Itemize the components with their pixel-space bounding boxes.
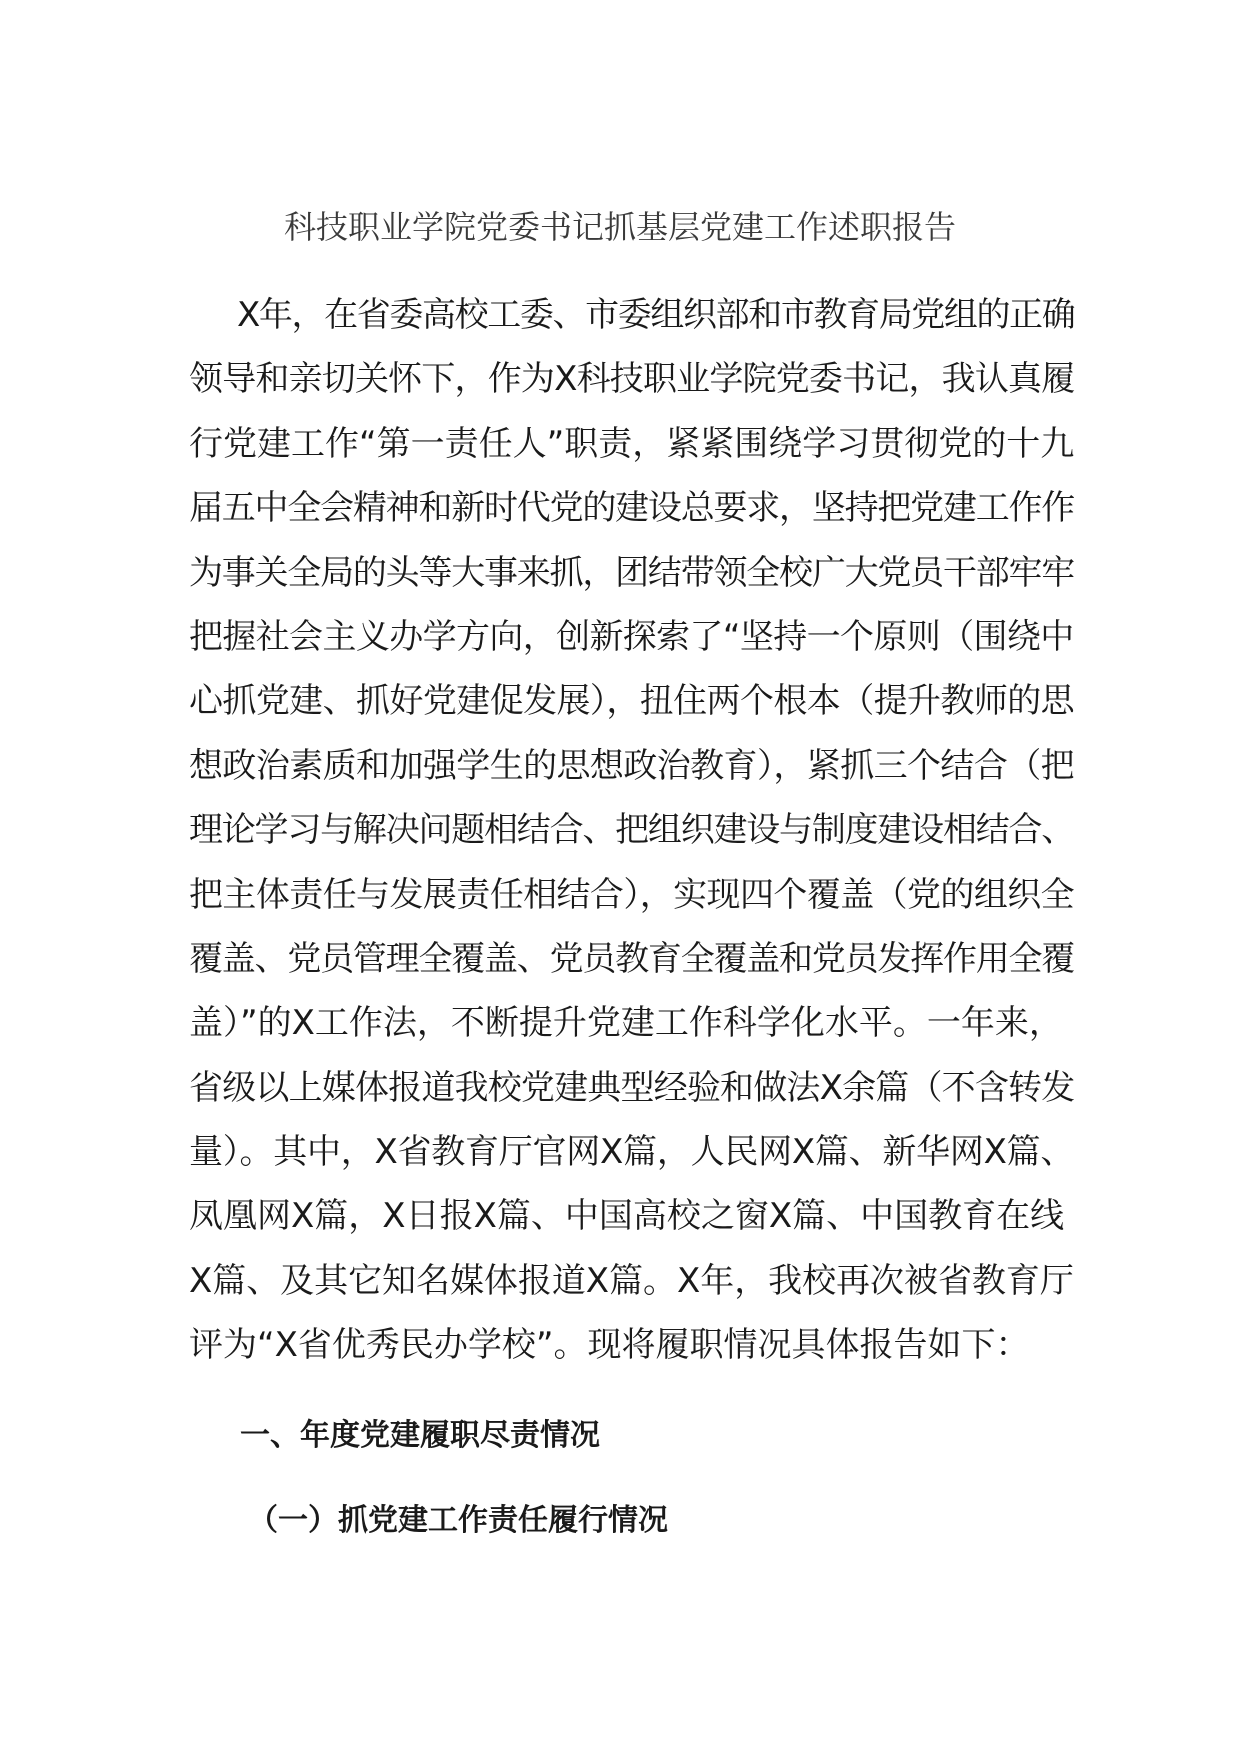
paragraph-line: 行党建工作“第一责任人”职责，紧紧围绕学习贯彻党的十九	[189, 423, 1075, 464]
intro-paragraph	[189, 283, 1074, 1378]
subsection-heading: （一）抓党建工作责任履行情况	[248, 1503, 668, 1538]
paragraph-line: 覆盖、党员管理全覆盖、党员教育全覆盖和党员发挥作用全覆	[189, 938, 1075, 979]
paragraph-line: 领导和亲切关怀下，作为X科技职业学院党委书记，我认真履	[189, 359, 1075, 400]
paragraph-line: X篇、及其它知名媒体报道X篇。X年，我校再次被省教育厅	[189, 1260, 1074, 1301]
paragraph-line: 理论学习与解决问题相结合、把组织建设与制度建设相结合、	[189, 810, 1075, 851]
section-heading: 一、年度党建履职尽责情况	[240, 1418, 600, 1453]
paragraph-line: X年，在省委高校工委、市委组织部和市教育局党组的正确	[237, 295, 1075, 335]
paragraph-line: 盖）”的X工作法，不断提升党建工作科学化水平。一年来，	[189, 1003, 1063, 1044]
paragraph-line: 把主体责任与发展责任相结合），实现四个覆盖（党的组织全	[189, 874, 1075, 915]
paragraph-line: 把握社会主义办学方向，创新探索了“坚持一个原则（围绕中	[189, 616, 1074, 657]
paragraph-line: 为事关全局的头等大事来抓，团结带领全校广大党员干部牢牢	[189, 552, 1075, 593]
paragraph-line: 量）。其中，X省教育厅官网X篇，人民网X篇、新华网X篇、	[189, 1132, 1075, 1173]
paragraph-line: 心抓党建、抓好党建促发展），扭住两个根本（提升教师的思	[189, 681, 1075, 722]
paragraph-line: 想政治素质和加强学生的思想政治教育），紧抓三个结合（把	[189, 745, 1075, 786]
paragraph-line: 省级以上媒体报道我校党建典型经验和做法X余篇（不含转发	[189, 1067, 1075, 1108]
paragraph-line: 届五中全会精神和新时代党的建设总要求，坚持把党建工作作	[189, 488, 1075, 529]
paragraph-line: 凤凰网X篇，X日报X篇、中国高校之窗X篇、中国教育在线	[189, 1196, 1065, 1237]
document-title: 科技职业学院党委书记抓基层党建工作述职报告	[283, 208, 956, 246]
paragraph-line: 评为“X省优秀民办学校”。现将履职情况具体报告如下：	[189, 1325, 1030, 1366]
